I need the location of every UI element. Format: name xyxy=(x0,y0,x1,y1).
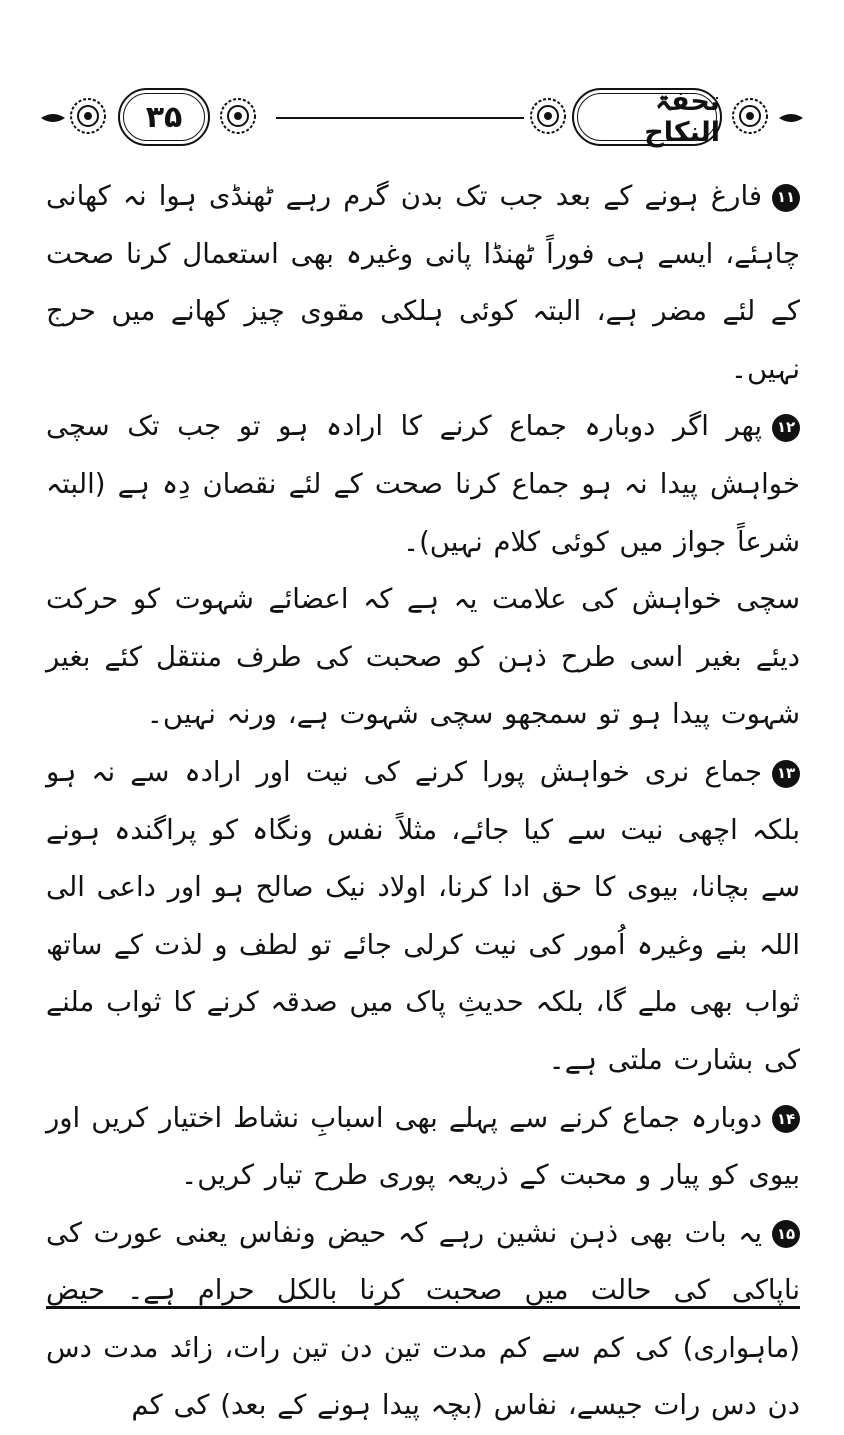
book-title: تحفۃ النکاح xyxy=(572,88,722,146)
paragraph-text: پھر اگر دوبارہ جماع کرنے کا ارادہ ہو تو جب تک سچی خواہش پیدا نہ ہو جماع کرنا صحت کے لئے نقصان دِہ ہے (البتہ شرعاً جواز میں کوئی کلام نہیں)۔ xyxy=(46,410,800,558)
page-number: ۳۵ xyxy=(118,88,210,146)
rosette-ornament-icon xyxy=(528,96,568,136)
paragraph xyxy=(46,168,800,398)
paragraph-text: جماع نری خواہش پورا کرنے کی نیت اور ارادہ سے نہ ہو بلکہ اچھی نیت سے کیا جائے، مثلاً نفس ونگاہ کو پراگندہ ہونے سے بچانا، بیوی کا حق ادا کرنا، اولاد نیک صالح ہو اور داعی الی اللہ بنے وغیرہ اُمور کی نیت کرلی جائے تو لطف و لذت کے ساتھ ثواب بھی ملے گا، بلکہ حدیثِ پاک میں صدقہ کرنے کا ثواب ملنے کی بشارت ملتی ہے۔ xyxy=(46,755,800,1076)
footer-rule xyxy=(46,1306,800,1309)
paragraph xyxy=(46,1090,800,1205)
paragraph-text: فارغ ہونے کے بعد جب تک بدن گرم رہے ٹھنڈی ہوا نہ کھانی چاہئے، ایسے ہی فوراً ٹھنڈا پانی وغیرہ بھی استعمال کرنا صحت کے لئے مضر ہے، البتہ کوئی ہلکی مقوی چیز کھانے میں حرج نہیں۔ xyxy=(46,180,800,385)
paragraph xyxy=(46,571,800,744)
rosette-ornament-icon xyxy=(68,96,108,136)
paragraph xyxy=(46,398,800,571)
item-number-badge: ۱۴ xyxy=(772,1105,800,1133)
header-rule xyxy=(276,117,524,119)
item-number-badge: ۱۵ xyxy=(772,1220,800,1248)
paragraph xyxy=(46,744,800,1090)
paragraph-text: دوبارہ جماع کرنے سے پہلے بھی اسبابِ نشاط اختیار کریں اور بیوی کو پیار و محبت کے ذریعہ پوری طرح تیار کریں۔ xyxy=(46,1101,800,1192)
rosette-ornament-icon xyxy=(730,96,770,136)
paragraph-text: سچی خواہش کی علامت یہ ہے کہ اعضائے شہوت کو حرکت دیئے بغیر اسی طرح ذہن کو صحبت کی طرف منتقل کئے بغیر شہوت پیدا ہو تو سمجھو سچی شہوت ہے، ورنہ نہیں۔ xyxy=(46,583,800,731)
item-number-badge: ۱۳ xyxy=(772,760,800,788)
rosette-ornament-icon xyxy=(218,96,258,136)
leaf-ornament-icon xyxy=(778,112,804,124)
item-number-badge: ۱۱ xyxy=(772,184,800,212)
item-number-badge: ۱۲ xyxy=(772,414,800,442)
leaf-ornament-icon xyxy=(40,112,66,124)
page-body xyxy=(46,168,800,1435)
page-header xyxy=(40,84,806,150)
paragraph-text: یہ بات بھی ذہن نشین رہے کہ حیض ونفاس یعنی عورت کی ناپاکی کی حالت میں صحبت کرنا بالکل حرام ہے۔ حیض (ماہواری) کی کم سے کم مدت تین دن تین رات، زائد مدت دس دن دس رات جیسے، نفاس (بچہ پیدا ہونے کے بعد) کی کم xyxy=(46,1216,800,1422)
paragraph xyxy=(46,1205,800,1435)
